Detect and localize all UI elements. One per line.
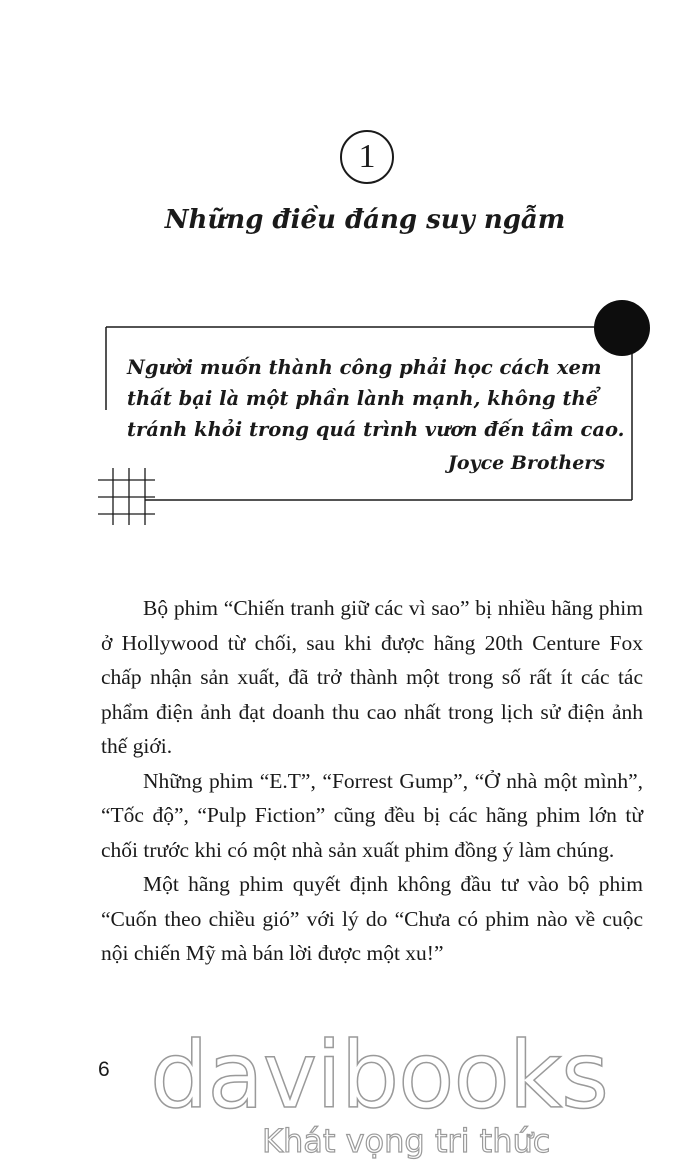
paragraph: Những phim “E.T”, “Forrest Gump”, “Ở nhà một mình”, “Tốc độ”, “Pulp Fiction” cũng đều bị các hãng phim lớn từ chối trước khi có một nhà sản xuất phim đồng ý làm chúng. <box>101 768 643 862</box>
chapter-number-badge <box>340 130 394 184</box>
chapter-number: 1 <box>358 138 376 175</box>
chapter-title: Những điều đáng suy ngẫm <box>164 205 566 235</box>
black-dot-ornament <box>594 300 650 356</box>
quote-text: Người muốn thành công phải học cách xem thất bại là một phần lành mạnh, không thể tránh khỏi trong quá trình vươn đến tầm cao. <box>127 356 625 441</box>
paragraph: Một hãng phim quyết định không đầu tư vào bộ phim “Cuốn theo chiều gió” với lý do “Chưa có phim nào về cuộc nội chiến Mỹ mà bán lời được một xu!” <box>101 872 643 965</box>
body-text <box>101 591 643 971</box>
grid-ornament <box>98 468 155 525</box>
paragraph: Bộ phim “Chiến tranh giữ các vì sao” bị nhiều hãng phim ở Hollywood từ chối, sau khi được hãng 20th Centure Fox chấp nhận sản xuất, đã trở thành một trong số rất ít các tác phẩm điện ảnh đạt doanh thu cao nhất trong lịch sử điện ảnh thế giới. <box>101 596 643 758</box>
page-number: 6 <box>98 1058 110 1081</box>
watermark-tagline: Khát vọng tri thức <box>262 1122 551 1160</box>
quote-author: Joyce Brothers <box>447 452 605 474</box>
watermark-brand: davibooks <box>150 1022 608 1129</box>
